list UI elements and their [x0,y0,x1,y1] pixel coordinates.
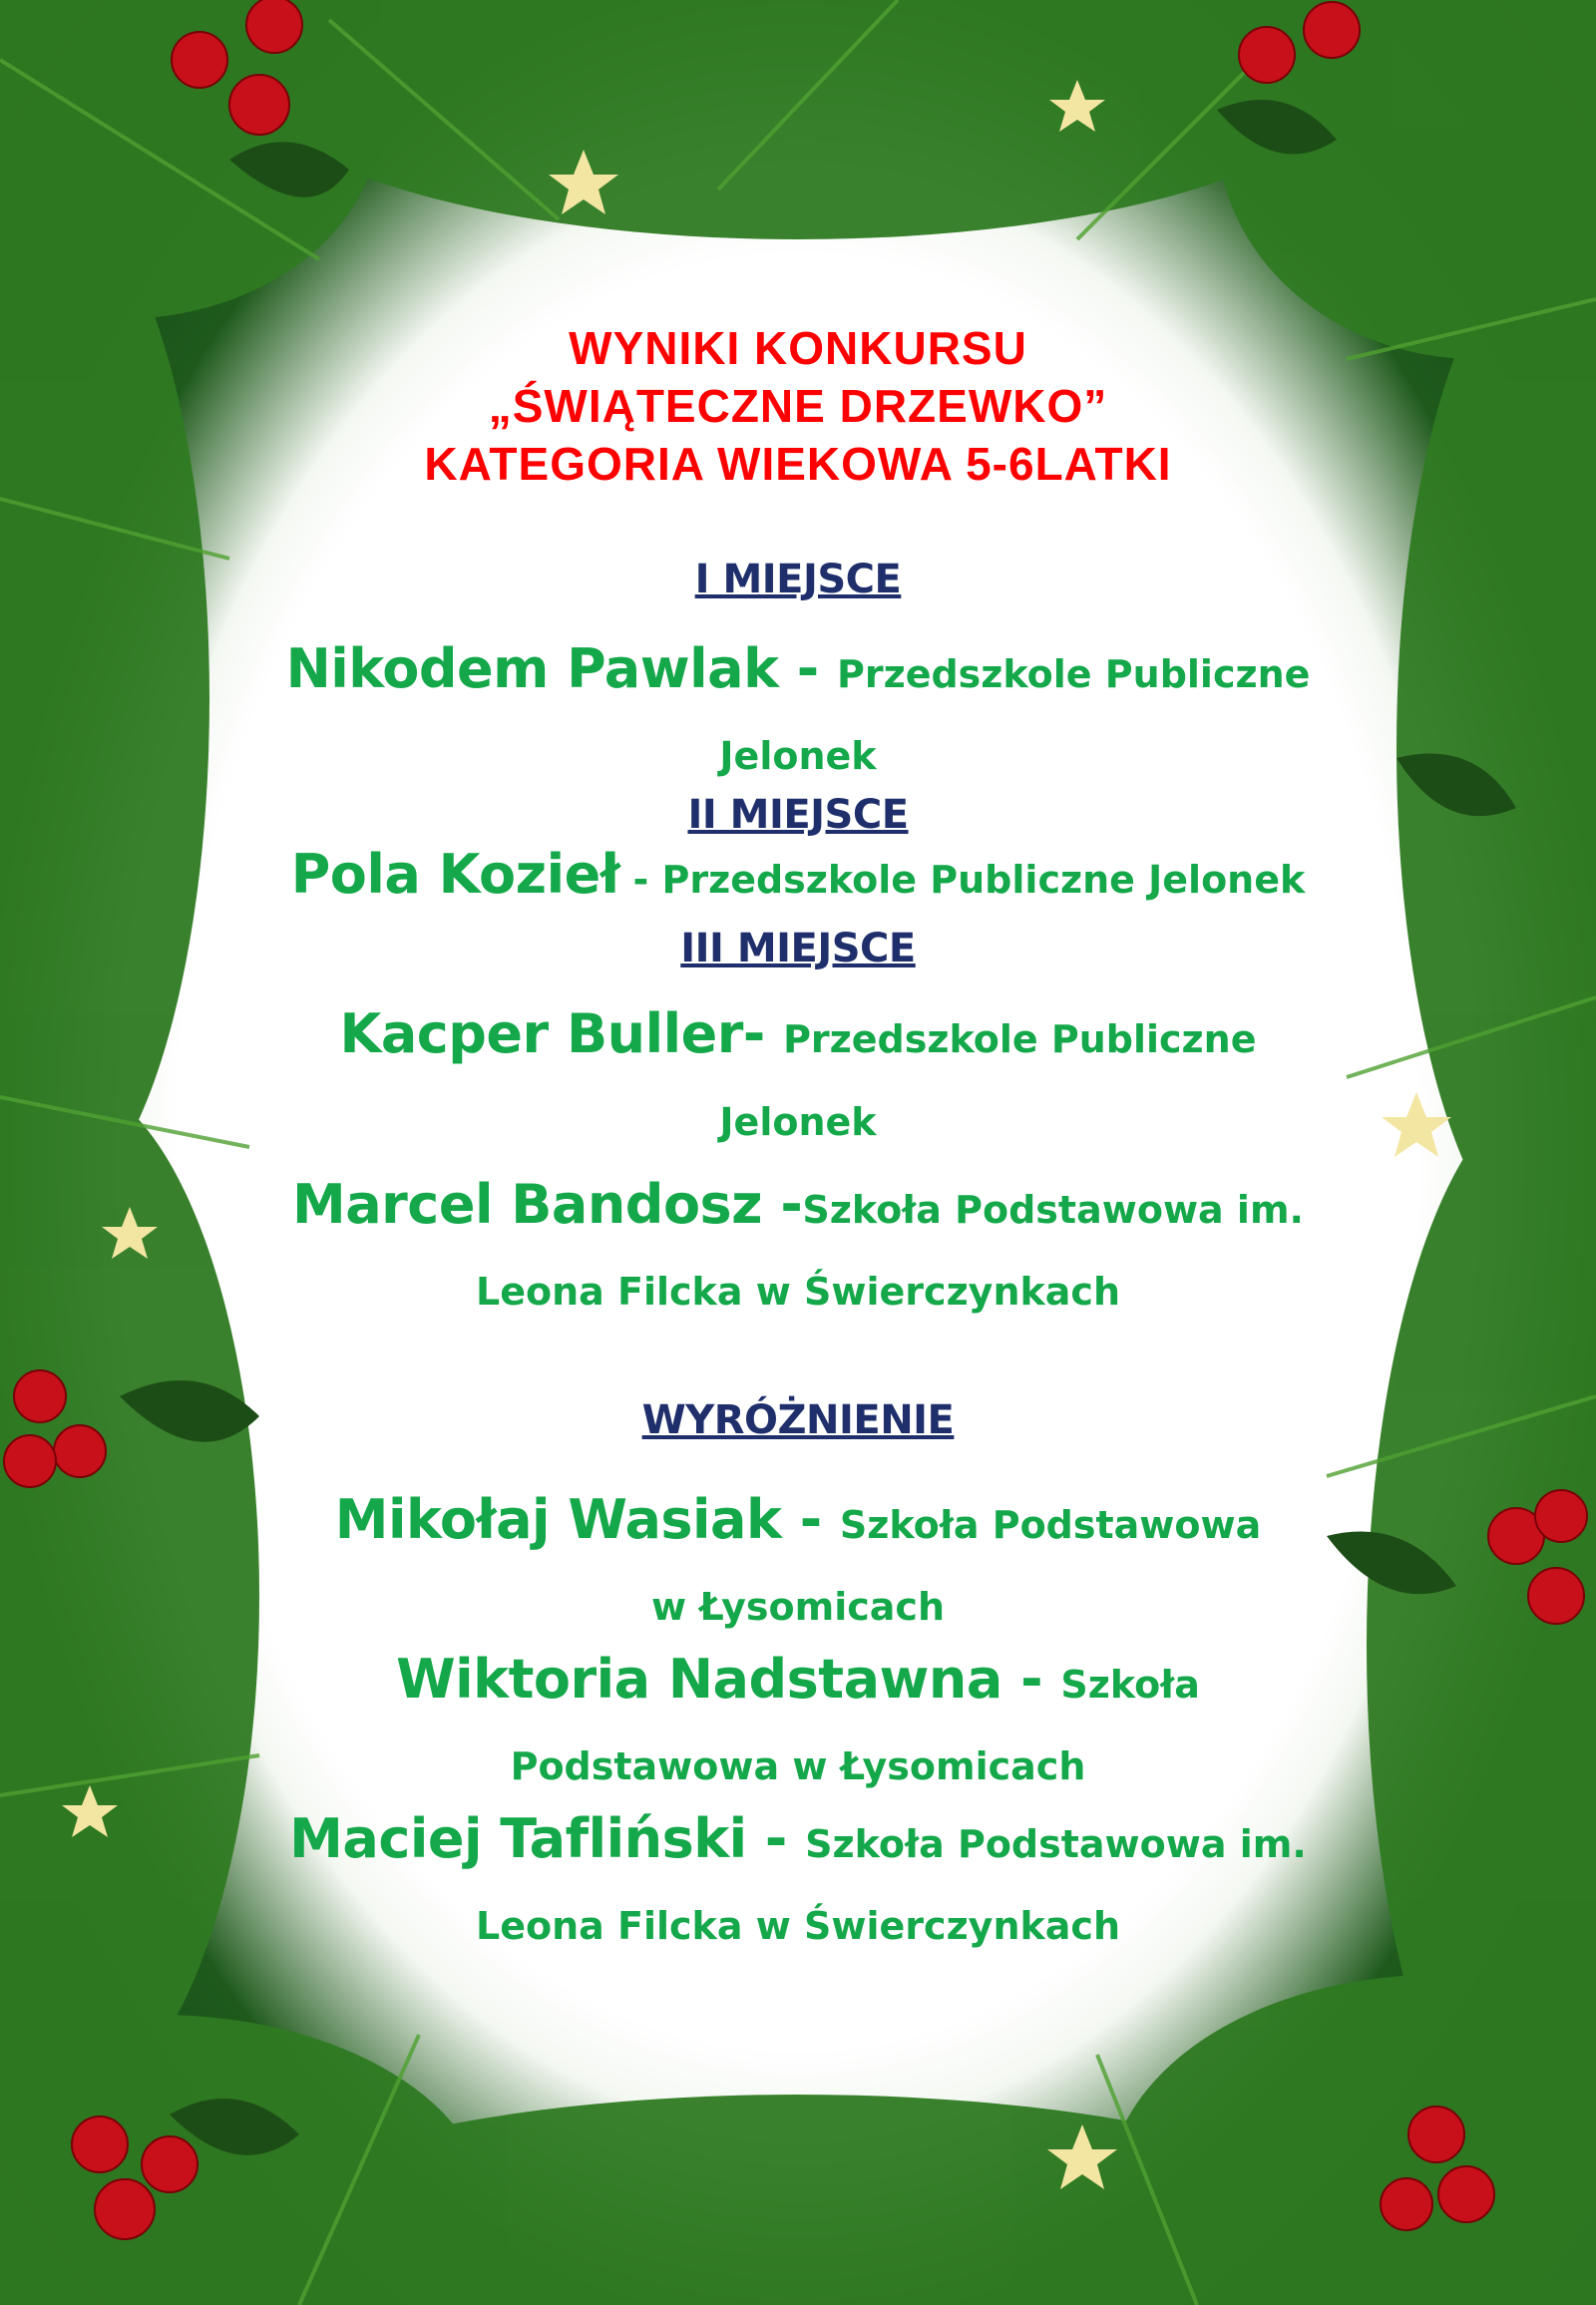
entry-third-place-2 [269,1168,1327,1256]
entry-name: Wiktoria Nadstawna - [396,1648,1061,1711]
title-line-1: WYNIKI KONKURSU [569,322,1027,374]
entry-name: Marcel Bandosz - [292,1173,803,1236]
entry-honorable-2 [269,1643,1327,1730]
entry-first-place [269,632,1327,720]
heading-honorable-mention: WYRÓŻNIENIE [641,1397,955,1443]
entry-name: Mikołaj Wasiak - [334,1488,840,1551]
entry-name: Maciej Tafliński - [289,1807,806,1870]
entry-honorable-1 [269,1483,1327,1571]
entry-school-continued: Jelonek [719,734,877,778]
entry-name: Kacper Buller- [339,1002,784,1065]
title-line-2: „ŚWIĄTECZNE DRZEWKO” [488,380,1108,432]
entry-school: Przedszkole Publiczne [837,652,1311,696]
entry-school-continued: w Łysomicach [650,1585,946,1629]
entry-school: Szkoła [1060,1663,1200,1707]
entry-honorable-3 [269,1802,1327,1890]
entry-school-continued: Leona Filcka w Świerczynkach [476,1270,1120,1314]
entry-school: Szkoła Podstawowa im. [802,1188,1304,1232]
entry-name: Nikodem Pawlak - [285,637,837,700]
heading-first-place: I MIEJSCE [694,557,902,602]
results-content [269,319,1327,1962]
heading-third-place: III MIEJSCE [680,926,916,971]
entry-second-place [269,838,1327,926]
entry-school: - Przedszkole Publiczne Jelonek [619,858,1306,902]
heading-second-place: II MIEJSCE [687,792,909,838]
title-line-3: KATEGORIA WIEKOWA 5-6LATKI [424,438,1172,490]
entry-third-place-1 [269,997,1327,1168]
entry-school: Szkoła Podstawowa [839,1503,1262,1547]
entry-name: Pola Kozieł [290,843,620,906]
contest-title [269,319,1327,493]
entry-school: Przedszkole Publiczne Jelonek [719,1017,1257,1144]
entry-school-continued: Leona Filcka w Świerczynkach [476,1904,1120,1948]
entry-school: Szkoła Podstawowa im. [805,1822,1307,1866]
entry-school-continued: Podstawowa w Łysomicach [510,1744,1086,1788]
